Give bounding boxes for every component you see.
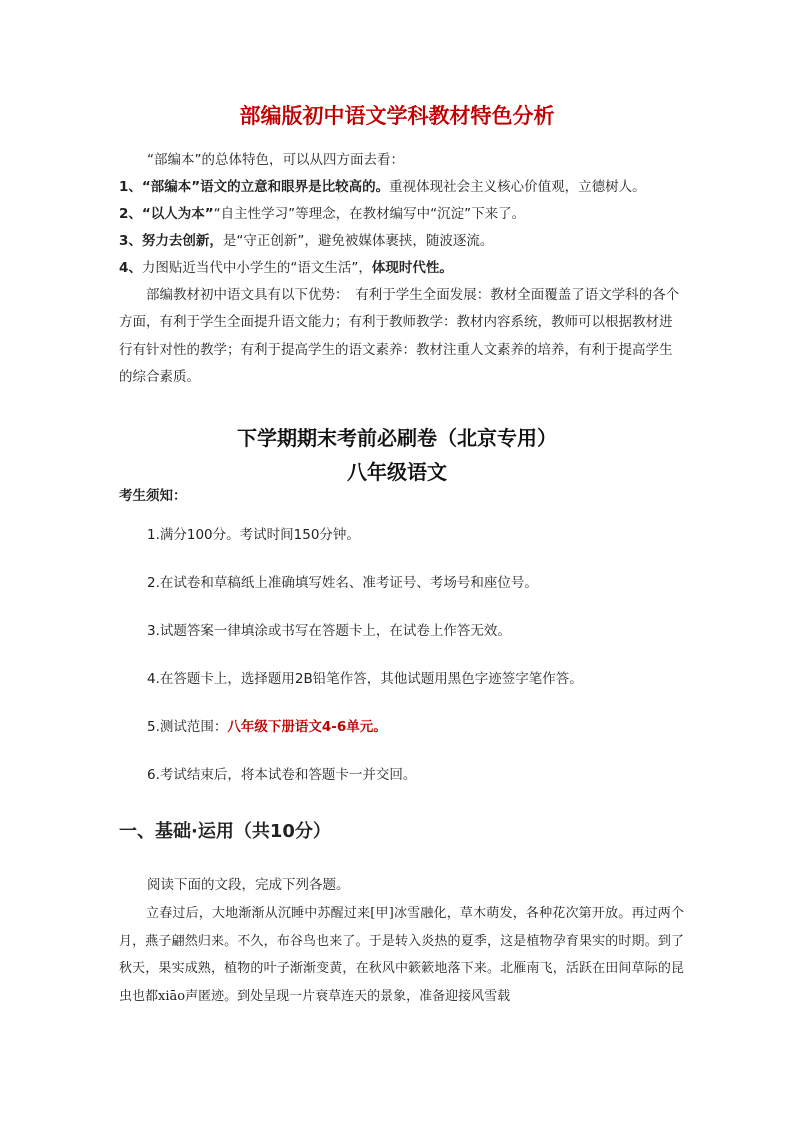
advantages-paragraph: 部编教材初中语文具有以下优势： 有利于学生全面发展：教材全面覆盖了语文学科的各个方面，有利于学生全面提升语文能力；有利于教师教学：教材内容系统，教师可以根据教材进行有针对性的教学；有利于提高学生的语文素养：教材注重人文素养的培养，有利于提高学生的综合素质。	[119, 287, 680, 385]
notice-item-3: 3.试题答案一律填涂或书写在答题卡上，在试卷上作答无效。	[147, 623, 511, 639]
reading-passage: 立春过后，大地渐渐从沉睡中苏醒过来[甲]冰雪融化，草木萌发，各种花次第开放。再过两个月，燕子翩然归来。不久，布谷鸟也来了。于是转入炎热的夏季，这是植物孕育果实的时期。到了秋天，果实成熟，植物的叶子渐渐变黄，在秋风中簌簌地落下来。北雁南飞，活跃在田间草际的昆虫也都xiāo声匿迹。到处呈现一片衰草连天的景象，准备迎接风雪载	[119, 906, 684, 1004]
section-heading: 一、基础·运用（共10分）	[119, 821, 331, 842]
point-2	[119, 204, 525, 224]
notice-item-5	[147, 717, 387, 737]
notice-label: 考生须知：	[119, 488, 187, 504]
point-4	[119, 258, 453, 278]
point-1	[119, 177, 646, 197]
point-3-number: 3、	[119, 233, 142, 249]
point-2-text: “自主性学习”等理念，在教材编写中“沉淀”下来了。	[213, 206, 526, 222]
article-title: 部编版初中语文学科教材特色分析	[239, 104, 555, 128]
point-3-text: 是“守正创新”，避免被媒体裹挟，随波逐流。	[222, 233, 494, 249]
point-1-number: 1、	[119, 179, 142, 195]
point-3-bold: 努力去创新，	[141, 233, 223, 249]
notice-item-5-prefix: 5.测试范围：	[147, 719, 228, 735]
point-2-number: 2、	[119, 206, 142, 222]
notice-item-4: 4.在答题卡上，选择题用2B铅笔作答，其他试题用黑色字迹签字笔作答。	[147, 671, 583, 687]
exam-subtitle: 八年级语文	[347, 460, 447, 484]
point-3	[119, 231, 493, 251]
point-1-text: 重视体现社会主义核心价值观，立德树人。	[389, 179, 646, 195]
exam-title: 下学期期末考前必刷卷（北京专用）	[237, 426, 557, 450]
notice-item-1: 1.满分100分。考试时间150分钟。	[147, 527, 360, 543]
point-4-text: 力图贴近当代中小学生的“语文生活”，	[141, 260, 372, 276]
point-1-bold: “部编本”语文的立意和眼界是比较高的。	[141, 179, 390, 195]
point-4-number: 4、	[119, 260, 142, 276]
notice-item-6: 6.考试结束后，将本试卷和答题卡一并交回。	[147, 767, 417, 783]
intro-lead: “部编本”的总体特色，可以从四方面去看：	[147, 152, 404, 168]
notice-item-2: 2.在试卷和草稿纸上准确填写姓名、准考证号、考场号和座位号。	[147, 575, 538, 591]
reading-instruction: 阅读下面的文段，完成下列各题。	[147, 877, 350, 893]
point-2-bold: “以人为本”	[141, 206, 214, 222]
point-4-bold: 体现时代性。	[371, 260, 453, 276]
test-scope-highlight: 八年级下册语文4-6单元。	[227, 719, 387, 735]
